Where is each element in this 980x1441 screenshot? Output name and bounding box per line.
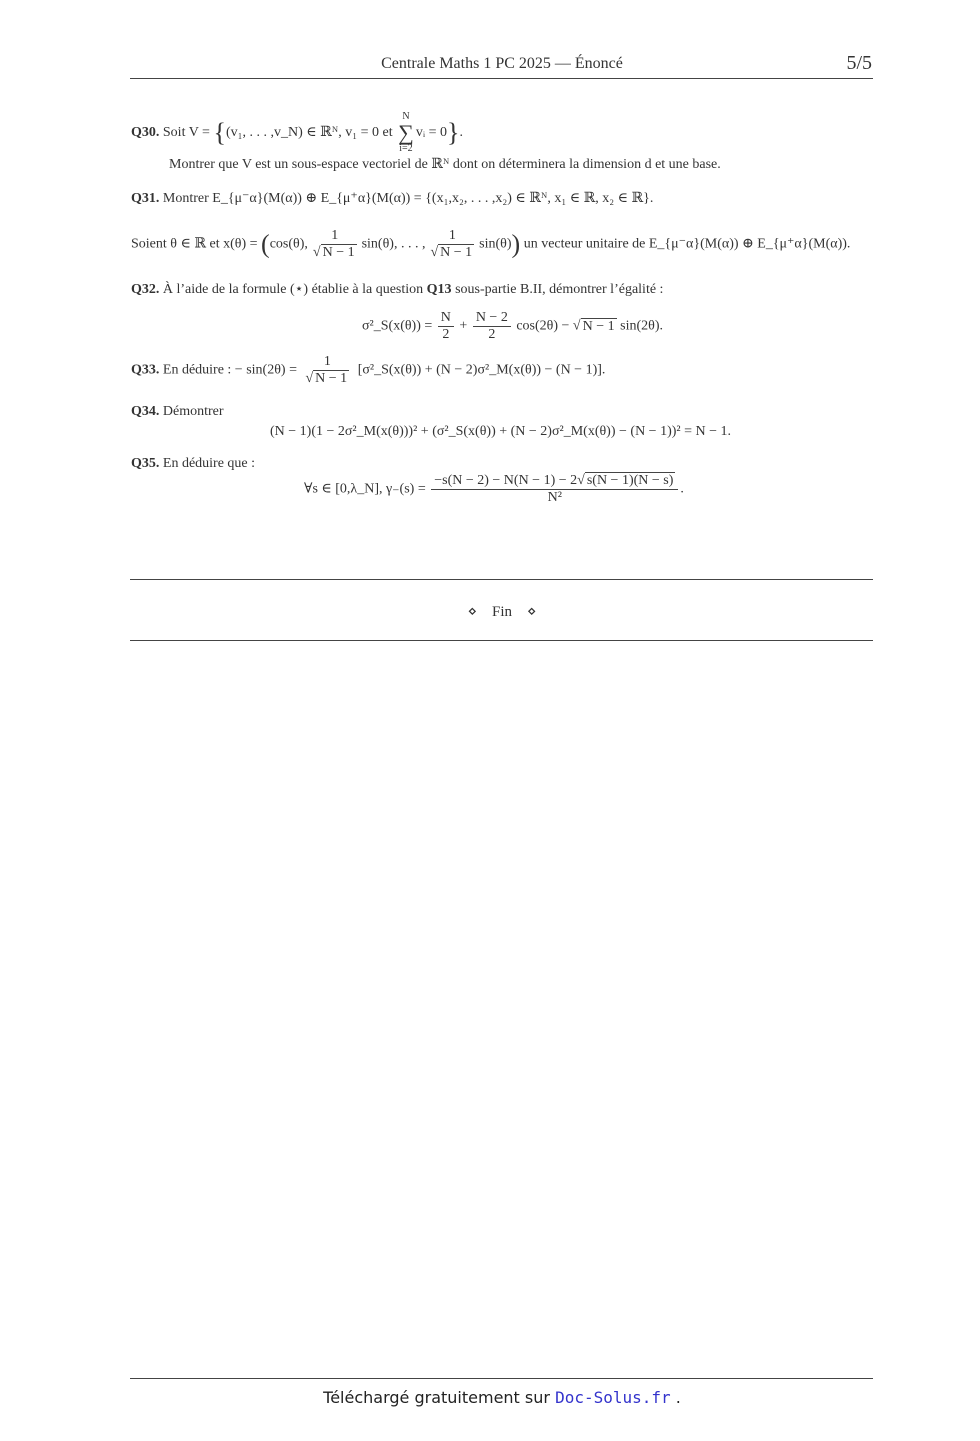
sigma-symbol: ∑ bbox=[398, 120, 414, 145]
soient-inner-a: cos(θ), bbox=[269, 236, 308, 252]
q35-eq-lhs: ∀s ∈ [0,λ_N], γ₋(s) = bbox=[304, 481, 430, 497]
q35-equation bbox=[304, 473, 684, 506]
q33-label: Q33. bbox=[131, 362, 160, 378]
soient-frac-1-den: √ N − 1 bbox=[312, 245, 355, 260]
soient-paren-open: ( bbox=[261, 229, 270, 259]
q32-eq-end: sin(2θ). bbox=[616, 318, 663, 334]
q35-frac-den: N² bbox=[547, 490, 562, 505]
q32-eq-sqrt: N − 1 bbox=[582, 318, 615, 334]
question-33: Q33. En déduire : − sin(2θ) = $\frac{1}{√ N - 1}$ [σ²_S(x(θ)) + (N − 2)σ²_M(x(θ)) − (N − 1)]. bbox=[131, 354, 606, 386]
page-number: 5/5 bbox=[846, 52, 872, 74]
q32-frac-1-den: 2 bbox=[442, 327, 450, 342]
soient-frac-2-num: 1 bbox=[446, 228, 459, 245]
q30-text: Soit V = bbox=[162, 125, 214, 141]
q30-sum-body: vᵢ = 0 bbox=[415, 125, 447, 141]
q30-sum bbox=[398, 112, 414, 154]
soient-inner-b: sin(θ), . . . , bbox=[361, 236, 426, 252]
footer-text: Téléchargé gratuitement sur bbox=[323, 1388, 556, 1407]
footer-rule bbox=[130, 1378, 873, 1379]
question-35 bbox=[131, 456, 876, 472]
q32-eq-lhs: σ²_S(x(θ)) = bbox=[362, 318, 436, 334]
diamond-icon: ⋄ bbox=[467, 604, 477, 620]
q32-frac-1-num: N bbox=[438, 310, 454, 327]
q34-equation: (N − 1)(1 − 2σ²_M(x(θ)))² + (σ²_S(x(θ)) + (N − 2)σ²_M(x(θ)) − (N − 1))² = N − 1. bbox=[270, 424, 731, 439]
fin-marker bbox=[0, 602, 980, 621]
fin-text: Fin bbox=[491, 604, 512, 620]
q33-frac-sqrt: N − 1 bbox=[315, 371, 348, 386]
q34-text: Démontrer bbox=[162, 404, 224, 419]
fin-rule-top bbox=[130, 579, 873, 580]
soient-line bbox=[131, 228, 876, 261]
q33-frac bbox=[302, 354, 352, 387]
header-rule bbox=[130, 78, 873, 79]
q35-text: En déduire que : bbox=[162, 456, 256, 471]
q32-frac-1 bbox=[438, 310, 454, 343]
q32-eq-plus: + bbox=[455, 318, 471, 334]
q30-brace-close: } bbox=[447, 118, 460, 147]
soient-frac-1-num: 1 bbox=[328, 228, 341, 245]
q33-text: En déduire : − sin(2θ) = bbox=[162, 362, 301, 378]
q32-frac-2-den: 2 bbox=[488, 327, 496, 342]
q32-label: Q32. bbox=[131, 282, 160, 297]
q32-frac-2-num: N − 2 bbox=[473, 310, 511, 327]
soient-inner-c: sin(θ) bbox=[479, 236, 512, 252]
q35-end: . bbox=[680, 481, 684, 497]
question-32 bbox=[131, 281, 876, 298]
q31-text: Montrer E_{μ⁻α}(M(α)) ⊕ E_{μ⁺α}(M(α)) = {(x₁,x₂, . . . ,x₂) ∈ ℝᴺ, x₁ ∈ ℝ, x₂ ∈ ℝ}. bbox=[162, 191, 654, 206]
q32-eq-mid: cos(2θ) − bbox=[512, 318, 573, 334]
q32-ref: Q13 bbox=[426, 282, 452, 297]
q30-brace-open: { bbox=[213, 118, 226, 147]
soient-paren-close: ) bbox=[511, 229, 521, 259]
q35-num-sqrt: s(N − 1)(N − s) bbox=[586, 473, 674, 488]
footer bbox=[0, 1388, 980, 1407]
fin-rule-bottom bbox=[130, 640, 873, 641]
footer-end: . bbox=[670, 1388, 681, 1407]
q35-frac-num: −s(N − 2) − N(N − 1) − 2√ s(N − 1)(N − s) bbox=[431, 473, 678, 490]
q35-label: Q35. bbox=[131, 456, 160, 471]
soient-frac-2 bbox=[427, 228, 477, 261]
q30-sum-top: N bbox=[402, 111, 410, 122]
q35-num-a: −s(N − 2) − N(N − 1) − 2 bbox=[434, 473, 578, 488]
soient-frac-2-sqrt: N − 1 bbox=[440, 245, 473, 260]
q34-label: Q34. bbox=[131, 404, 160, 419]
question-31 bbox=[131, 190, 876, 207]
soient-text-a: Soient θ ∈ ℝ et x(θ) = bbox=[131, 236, 262, 252]
question-30: Q30. Soit V = {(v₁, . . . ,v_N) ∈ ℝᴺ, v₁ = 0 et N ∑ i=2 vᵢ = 0}. Montrer que V est un sous-espace vectoriel de ℝᴺ dont on déterminera la dimension d et une base. bbox=[131, 112, 876, 173]
q33-frac-num: 1 bbox=[321, 354, 334, 371]
diamond-icon: ⋄ bbox=[527, 604, 537, 620]
header-title: Centrale Maths 1 PC 2025 — Énoncé bbox=[381, 55, 623, 72]
q33-end: . bbox=[601, 362, 606, 378]
q33-bracket: σ²_S(x(θ)) + (N − 2)σ²_M(x(θ)) − (N − 1) bbox=[362, 362, 598, 378]
q30-line2: Montrer que V est un sous-espace vectoriel de ℝᴺ dont on déterminera la dimension d et une base. bbox=[169, 157, 721, 172]
footer-link[interactable]: Doc-Solus.fr bbox=[555, 1388, 671, 1407]
q30-label: Q30. bbox=[131, 125, 160, 141]
question-34 bbox=[131, 404, 876, 420]
q35-frac bbox=[431, 473, 678, 506]
q32-text-a: À l’aide de la formule (⋆) établie à la question bbox=[162, 282, 427, 297]
q30-set-inner: (v₁, . . . ,v_N) ∈ ℝᴺ, v₁ = 0 et bbox=[225, 125, 397, 141]
soient-frac-1 bbox=[310, 228, 360, 261]
q32-text-b: sous-partie B.II, démontrer l’égalité : bbox=[451, 282, 664, 297]
soient-frac-2-den: √ N − 1 bbox=[430, 245, 473, 260]
soient-frac-1-sqrt: N − 1 bbox=[322, 245, 355, 260]
q32-equation: σ²_S(x(θ)) = $\frac{N}{2}$ + $\frac{N - 2}{2}$ cos(2θ) − √ N − 1 sin(2θ). bbox=[362, 310, 663, 342]
soient-text-b: un vecteur unitaire de E_{μ⁻α}(M(α)) ⊕ E_{μ⁺α}(M(α)). bbox=[523, 236, 851, 252]
q33-frac-den: √ N − 1 bbox=[305, 371, 348, 386]
q31-label: Q31. bbox=[131, 191, 160, 206]
q30-sum-bottom: i=2 bbox=[399, 143, 413, 154]
q32-frac-2 bbox=[473, 310, 511, 343]
